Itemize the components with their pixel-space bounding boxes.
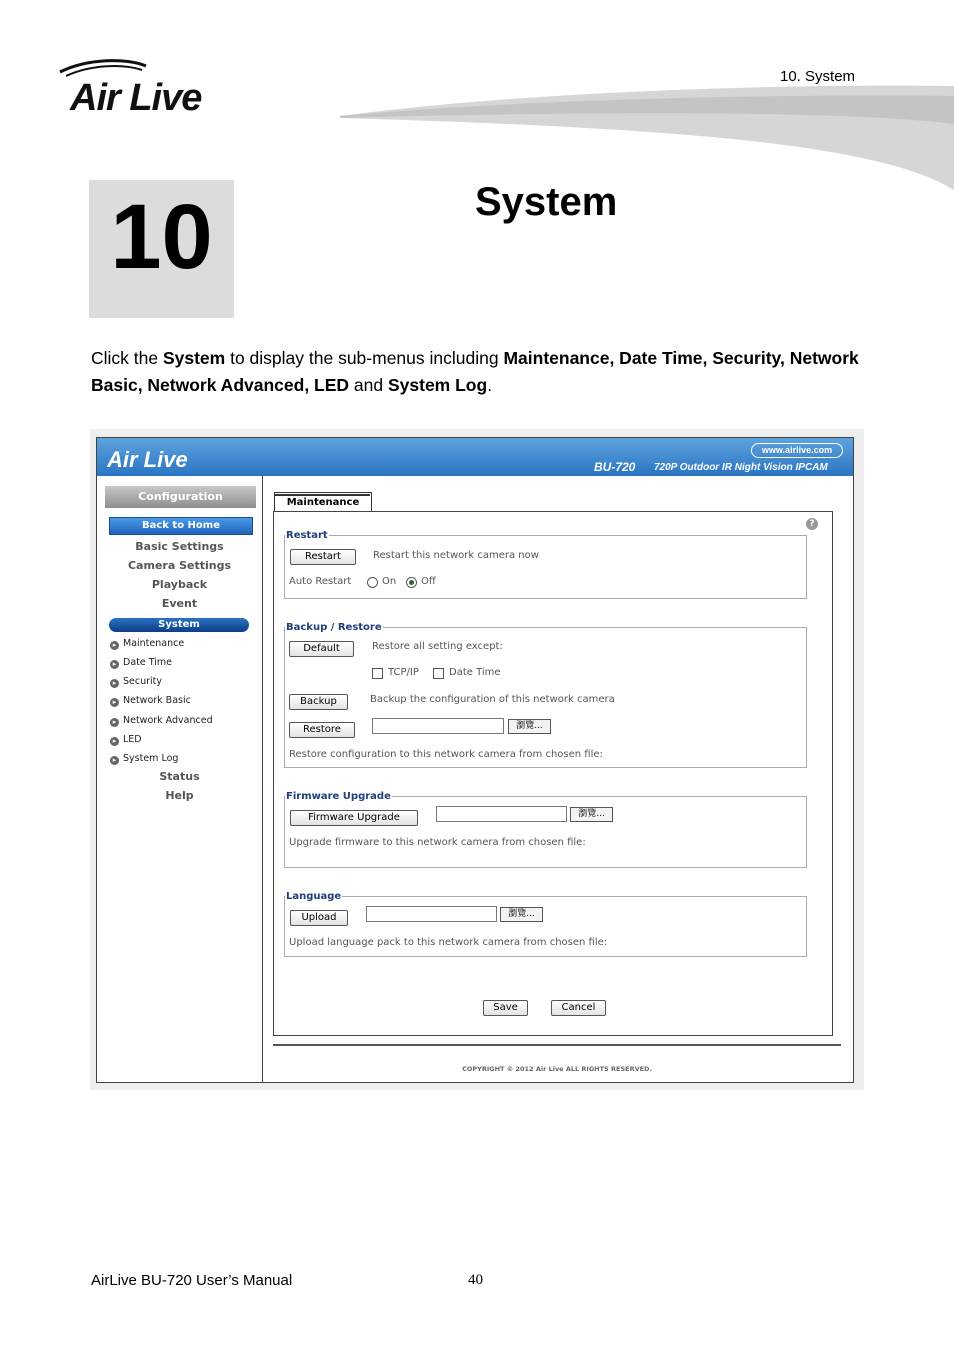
manual-footer: AirLive BU-720 User’s Manual [91,1272,293,1289]
banner-url-link[interactable]: www.airlive.com [751,443,843,458]
ui-sidebar [97,476,263,1082]
chapter-title: System [475,180,618,224]
logo-text: Air Live [70,77,202,119]
play-bullet-icon: ▸ [110,679,119,688]
help-icon[interactable]: ? [806,518,818,530]
default-button[interactable]: Default [289,641,354,657]
play-bullet-icon: ▸ [110,698,119,707]
restart-description: Restart this network camera now [373,550,539,561]
restore-browse-button[interactable]: 瀏覽... [508,719,551,734]
sidebar-subitem-network-advanced[interactable]: ▸ Network Advanced [110,714,213,728]
language-file-input[interactable] [366,906,497,922]
sidebar-item-playback[interactable]: Playback [151,578,208,591]
restart-group [284,530,807,599]
cancel-button[interactable]: Cancel [551,1000,606,1016]
firmware-browse-button[interactable]: 瀏覽... [570,807,613,822]
firmware-description: Upgrade firmware to this network camera from chosen file: [289,837,586,848]
restore-button[interactable]: Restore [289,722,355,738]
firmware-group [284,791,807,868]
restore-file-input[interactable] [372,718,504,734]
sidebar-item-status[interactable]: Status [159,770,200,783]
sidebar-item-camera-settings[interactable]: Camera Settings [127,559,232,572]
language-browse-button[interactable]: 瀏覽... [500,907,543,922]
backup-restore-legend: Backup / Restore [286,622,382,633]
intro-paragraph: Click the System to display the sub-menus including Maintenance, Date Time, Security, Network Basic, Network Advanced, LED and System Log. [91,348,859,395]
restore-description: Restore configuration to this network camera from chosen file: [289,749,603,760]
default-description: Restore all setting except: [372,641,503,652]
ui-banner [97,438,853,476]
sidebar-subitem-network-basic[interactable]: ▸ Network Basic [110,694,191,708]
auto-restart-off-radio[interactable] [406,577,417,588]
banner-model: BU-720 [594,460,636,474]
banner-logo: Air Live [107,447,188,472]
ui-main [263,476,853,1082]
auto-restart-off-label: Off [421,576,436,587]
play-bullet-icon: ▸ [110,737,119,746]
date-time-checkbox[interactable] [433,668,444,679]
page-number: 40 [468,1272,483,1288]
backup-button[interactable]: Backup [289,694,348,710]
restart-legend: Restart [286,530,328,541]
sidebar-item-system[interactable]: System [109,618,249,632]
back-to-home-button[interactable]: Back to Home [109,517,253,535]
backup-description: Backup the configuration of this network camera [370,694,615,705]
running-header: 10. System [780,68,856,85]
auto-restart-label: Auto Restart [289,576,352,587]
copyright-text: COPYRIGHT © 2012 Air Live ALL RIGHTS RESERVED. [462,1065,652,1073]
play-bullet-icon: ▸ [110,718,119,727]
auto-restart-on-radio[interactable] [367,577,378,588]
play-bullet-icon: ▸ [110,641,119,650]
save-button[interactable]: Save [483,1000,528,1016]
auto-restart-on-label: On [382,576,397,587]
firmware-file-input[interactable] [436,806,567,822]
tcpip-checkbox[interactable] [372,668,383,679]
sidebar-subitem-led[interactable]: ▸ LED [110,733,142,747]
firmware-upgrade-button[interactable]: Firmware Upgrade [290,810,418,826]
tab-maintenance[interactable]: Maintenance [274,492,372,512]
sidebar-item-event[interactable]: Event [161,597,198,610]
sidebar-subitem-system-log[interactable]: ▸ System Log [110,752,178,766]
upload-button[interactable]: Upload [290,910,348,926]
tcpip-label: TCP/IP [388,667,419,678]
sidebar-subitem-maintenance[interactable]: ▸ Maintenance [110,637,184,651]
sidebar-item-help[interactable]: Help [165,789,194,802]
maintenance-panel [273,511,833,1036]
sidebar-subitem-security[interactable]: ▸ Security [110,675,162,689]
footer-divider [273,1044,841,1046]
camera-web-ui [96,437,854,1083]
play-bullet-icon: ▸ [110,756,119,765]
play-bullet-icon: ▸ [110,660,119,669]
tab-accent-bar [274,494,370,496]
language-legend: Language [286,891,342,902]
restart-button[interactable]: Restart [290,549,356,565]
sidebar-item-basic-settings[interactable]: Basic Settings [135,540,224,553]
banner-description: 720P Outdoor IR Night Vision IPCAM [654,462,828,473]
language-description: Upload language pack to this network camera from chosen file: [289,937,608,948]
sidebar-subitem-date-time[interactable]: ▸ Date Time [110,656,172,670]
header-swoosh-graphic [340,84,954,194]
firmware-legend: Firmware Upgrade [286,791,391,802]
date-time-label: Date Time [449,667,501,678]
configuration-header: Configuration [105,486,256,508]
chapter-number: 10 [110,186,213,288]
